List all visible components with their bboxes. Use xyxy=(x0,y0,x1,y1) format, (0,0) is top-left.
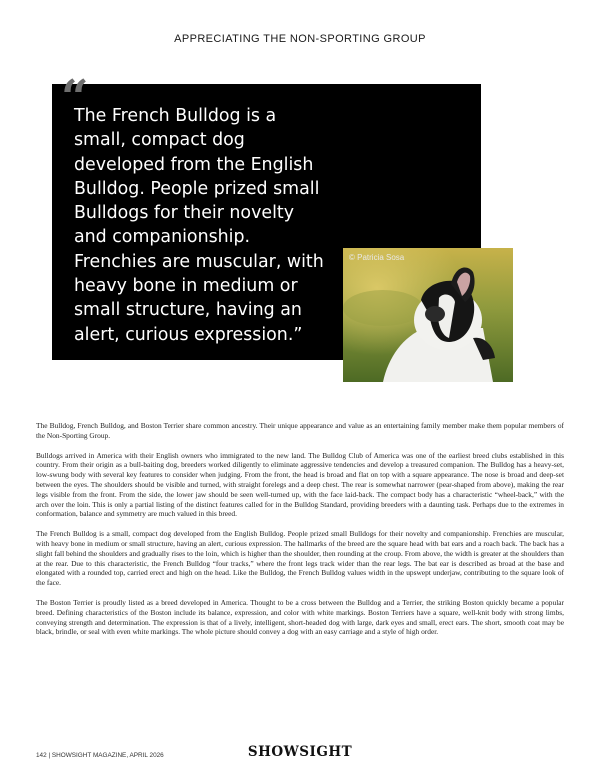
photo-credit: © Patricia Sosa xyxy=(349,253,405,262)
pull-quote-text: The French Bulldog is a small, compact dog developed from the English Bulldog. People prized small Bulldogs for their novelty and companionship. Frenchies are muscular, with heavy bone in medium or small structure, having an alert, curious expression.” xyxy=(74,106,324,345)
section-header: APPRECIATING THE NON-SPORTING GROUP xyxy=(174,33,426,45)
article-paragraph: The Bulldog, French Bulldog, and Boston Terrier share common ancestry. Their unique appearance and value as an entertaining family member make them popular members of the Non-Sporting Group. xyxy=(36,421,564,440)
french-bulldog-photo xyxy=(343,248,513,382)
article-paragraph: The Boston Terrier is proudly listed as a breed developed in America. Thought to be a cross between the Bulldog and a Terrier, the striking Boston quickly became a popular breed. Defining characteristics of the Boston include its balance, expression, and color with white markings. Boston Terriers have a square, well-knit body with strong limbs, conveying strength and determination. The expression is that of a lively, intelligent, short-headed dog with large, dark eyes and small, erect ears. The short, smooth coat may be black, brindle, or seal with even white markings. The whole picture should convey a dog with an easy carriage and a style of high order. xyxy=(36,597,564,637)
article-paragraph: The French Bulldog is a small, compact dog developed from the English Bulldog. People prized small Bulldogs for their novelty and companionship. Frenchies are muscular, with heavy bone in medium or small structure, having an alert, curious expression. The hallmarks of the breed are the square head with bat ears and a roach back. The back has a slight fall behind the shoulders and gradually rises to the loin, which is higher than the shoulder, then rounding at the croup. From above, the width is greater at the shoulders than at the rear. Due to this characteristic, the French Bulldog “four tracks,” where the front legs track wider than the rear legs. The bat ear is described as broad at the base and elongated with a rounded top, carried erect and high on the head. Like the Bulldog, the French Bulldog values width in the upswept underjaw, contributing to the square look of the face. xyxy=(36,529,564,588)
article-body xyxy=(36,421,564,647)
dog-illustration xyxy=(343,248,513,382)
article-paragraph: Bulldogs arrived in America with their English owners who immigrated to the new land. The Bulldog Club of America was one of the earliest breed clubs established in this country. From their origin as a bull-baiting dog, breeders worked diligently to eliminate aggressive tendencies and develop a treasured companion. The Bulldog has a heavy-set, low-swung body with several key features to consider when judging. From the front, the head is broad and flat on top with a square appearance. The nose is broad and deep-set between the eyes. The shoulders should be visible and turned, with straight forelegs and a deep chest. The rear is somewhat narrower (pear-shaped from above), making the rear legs visible from the front. From the side, the lower jaw should be seen well-turned up, with the face laid-back. The compact body has a characteristic “wheel-back,” with the arch over the loin. This is only a partial listing of the distinct features called for in the Bulldog Standard, providing breeders with a daunting task. Perhaps due to the extremes in conformation, balance and symmetry are much valued in this breed. xyxy=(36,450,564,519)
showsight-logo: SHOWSIGHT xyxy=(247,744,353,760)
page-footer-info: 142 | SHOWSIGHT MAGAZINE, APRIL 2026 xyxy=(36,752,164,759)
quote-mark-icon: “ xyxy=(61,70,89,126)
